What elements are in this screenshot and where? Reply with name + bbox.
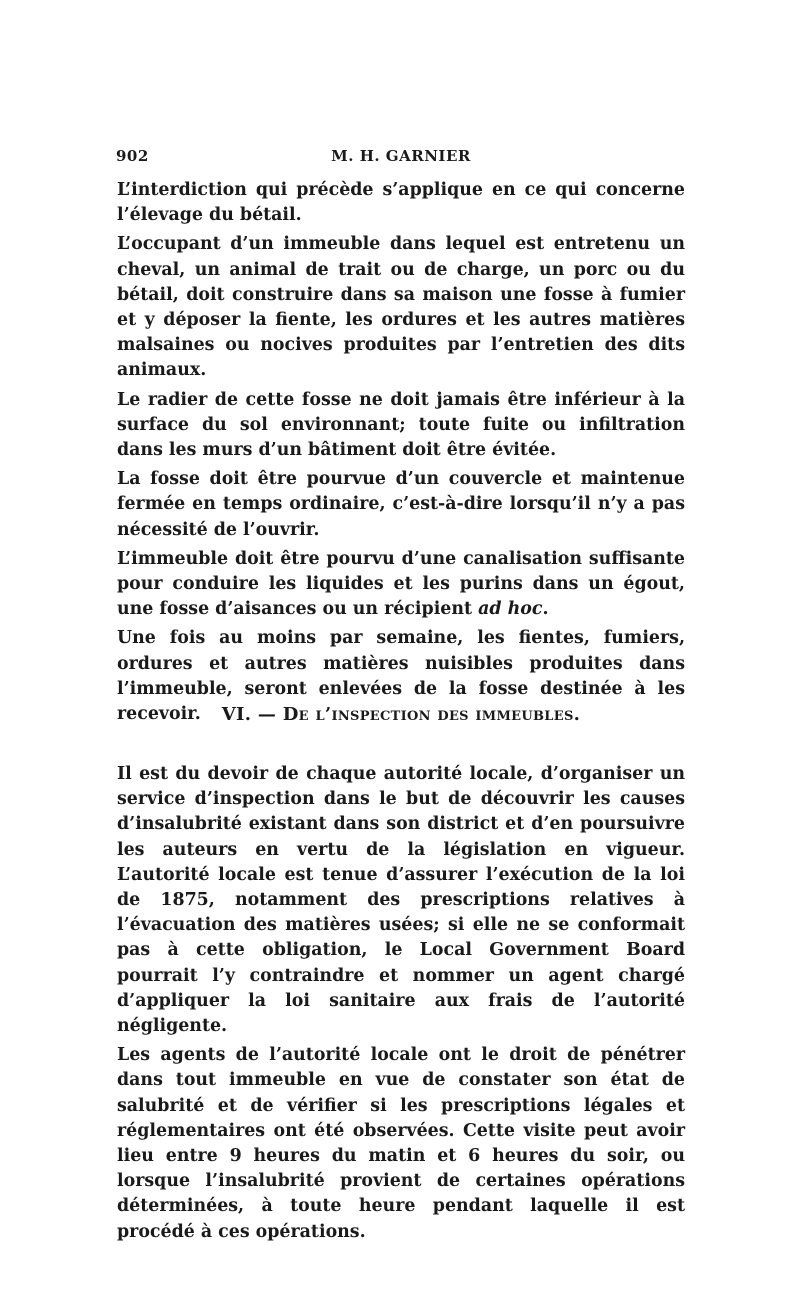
paragraph-end: .	[542, 599, 549, 620]
section-heading	[117, 704, 685, 725]
paragraph: La fosse doit être pourvue d’un couvercle et maintenue fermée en temps ordinaire, c’est-à-dire lorsqu’il n’y a pas nécessité de l’ouvrir.	[117, 469, 685, 540]
text-block-before-section	[117, 178, 685, 727]
paragraph: Le radier de cette fosse ne doit jamais être inférieur à la surface du sol environnant; toute fuite ou infiltration dans les murs d’un bâtiment doit être évitée.	[117, 389, 685, 461]
italic-latin-phrase: ad hoc	[478, 599, 543, 620]
paragraph: Une fois au moins par semaine, les fientes, fumiers, ordures et autres matières nuisibles produites dans l’immeuble, seront enlevées de la fosse destinée à les recevoir.	[117, 628, 685, 725]
paragraph: Il est du devoir de chaque autorité locale, d’organiser un service d’inspection dans le but de découvrir les causes d’insalubrité existant dans son district et d’en poursuivre les auteurs en vertu de la législation en vigueur. L’autorité locale est tenue d’assurer l’exécution de la loi de 1875, notamment des prescriptions relatives à l’évacuation des matières usées; si elle ne se conformait pas à cette obligation, le Local Government Board pourrait l’y contraindre et nommer un agent chargé d’appliquer la loi sanitaire aux frais de l’autorité négligente.	[117, 764, 685, 1037]
section-title: De l’inspection des immeubles.	[282, 704, 581, 725]
paragraph-text: L’immeuble doit être pourvu d’une canalisation suffisante pour conduire les liquides et les purins dans un égout, une fosse d’aisances ou un récipient	[117, 548, 685, 620]
paragraph	[117, 547, 685, 623]
paragraph: L’occupant d’un immeuble dans lequel est entretenu un cheval, un animal de trait ou de charge, un porc ou du bétail, doit construire dans sa maison une fosse à fumier et y déposer la fiente, les ordures et les autres matières malsaines ou nocives produites par l’entretien des dits animaux.	[117, 234, 685, 381]
section-number: VI. —	[221, 704, 277, 725]
running-title: M. H. GARNIER	[331, 147, 471, 165]
text-block-after-section	[117, 762, 685, 1245]
page-number: 902	[116, 147, 149, 165]
paragraph: Les agents de l’autorité locale ont le droit de pénétrer dans tout immeuble en vue de constater son état de salubrité et de vérifier si les prescriptions légales et réglementaires ont été observées. Cette visite peut avoir lieu entre 9 heures du matin et 6 heures du soir, ou lorsque l’insalubrité provient de certaines opérations déterminées, à toute heure pendant laquelle il est procédé à ces opérations.	[117, 1045, 685, 1242]
running-head	[116, 147, 686, 169]
paragraph: L’interdiction qui précède s’applique en ce qui concerne l’élevage du bétail.	[117, 180, 685, 226]
